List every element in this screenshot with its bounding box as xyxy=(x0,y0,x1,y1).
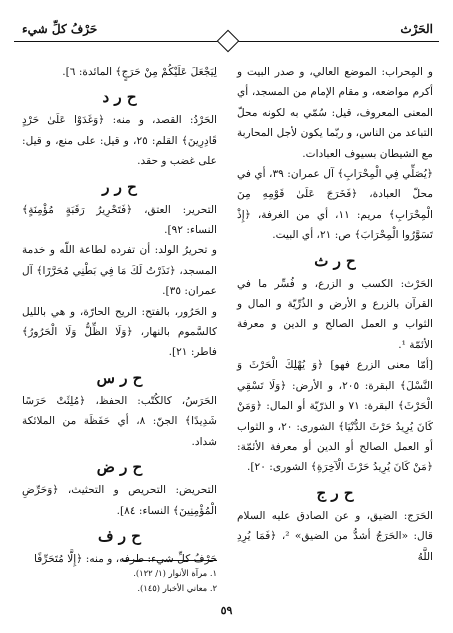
footnote-rule xyxy=(122,560,217,561)
page-number: ٥٩ xyxy=(220,604,233,617)
section-heading: ح ر ر xyxy=(102,177,137,196)
paragraph: التحرير: العتق، ﴿فَتَحْرِيرُ رَقَبَةٍ مُؤْمِنَةٍ﴾ النساء: ٩٢]. xyxy=(22,203,217,237)
paragraph: و الحَرُور، بالفتح: الريح الحارّة، و هي بالليل كالسَّموم بالنهار، ﴿وَلَا الظِّلُّ وَلَا الْحَرُورُ﴾ فاطر: ٢١]. xyxy=(22,305,217,359)
left-text-column xyxy=(22,62,217,569)
paragraph: الحَرَج: الضيق، و عن الصادق عليه السلام قال: «الحَرَجُ أشدُّ من الضيق» ²، ﴿فَمَا يُرِدِ اللَّهُ xyxy=(237,509,433,563)
paragraph: الحَرْدُ: القصد، و منه: ﴿وَغَدَوْا عَلَىٰ حَرْدٍ قَادِرِينَ﴾ القلم: ٢٥، و قيل: على منع، و قيل: على غضب و حقد. xyxy=(22,114,217,168)
footnotes xyxy=(22,566,217,596)
paragraph: حَرْفُ كلِّ شيء: طرفه، و منه: ﴿إِلَّا مُتَحَرِّفًا xyxy=(34,552,217,565)
footnote: ١. مرآة الأنوار (١/ ١٢٢). xyxy=(133,568,217,578)
section-heading: ح ر س xyxy=(96,368,143,387)
section-heading: ح ر د xyxy=(102,88,137,107)
section-heading: ح ر ف xyxy=(98,526,141,545)
right-text-column xyxy=(237,62,433,567)
section-heading: ح ر ض xyxy=(96,458,143,477)
paragraph: [أمّا معنى الزرع فهو] ﴿وَ يُهْلِكَ الْحَرْثَ وَ النَّسْلَ﴾ البقرة: ٢٠٥، و الأرض: ﴿وَلَا تَسْقِي الْحَرْثَ﴾ البقرة: ٧١ و الذرّيّة أو المال: ﴿وَمَنْ كَانَ يُرِيدُ حَرْثَ الدُّنْيَا﴾ الشورى: ٢٠، و الثواب أو العمل الصالح أو الدين أو معرفة الأئمّة: ﴿مَنْ كَانَ يُرِيدُ حَرْثَ الْآخِرَةِ﴾ الشورى: ٢٠]. xyxy=(237,359,433,474)
paragraph: و تحريرُ الولد: أن تفرده لطاعة اللّه و خدمة المسجد، ﴿نَذَرْتُ لَكَ مَا فِي بَطْنِي مُحَرَّرًا﴾ آل عمران: ٣٥]. xyxy=(22,244,217,298)
section-heading: ح ر ج xyxy=(316,483,354,502)
section-heading: ح ر ث xyxy=(314,251,356,270)
footnote: ٢. معاني الأخبار (١٤٥). xyxy=(137,583,217,593)
paragraph: الحَرْث: الكسب و الزرع، و فُسِّر ما في القرآن بالزرع و الأرض و الذُرِّيّة و المال و الثواب و العمل الصالح و الدين و معرفة الأئمّة ¹. xyxy=(237,277,433,351)
paragraph: التحريض: التحريص و التحثيث، ﴿وَحَرِّضِ الْمُؤْمِنِينَ﴾ النساء: ٨٤]. xyxy=(22,484,217,517)
running-header-left: حَرْفُ كلِّ شيء xyxy=(22,22,98,36)
diamond-ornament-icon xyxy=(217,30,240,53)
paragraph: و المِحراب: الموضع العالي، و صدر البيت و أكرم مواضعه، و مقام الإمام من المسجد، أي المعنى المعروف، قيل: سُمّي به لكونه محلّ التباعد من الناس، و ربّما يكون لأجل المحاربة مع الشيطان بسيوف العبادات. xyxy=(237,66,433,160)
running-header-right: الحَرْث xyxy=(400,22,433,36)
paragraph: الحَرَسُ، كالكُتّب: الحفظ، ﴿مُلِئَتْ حَرَسًا شَدِيدًا﴾ الجنّ: ٨، أي حَفَظَة من الملائكة شداد. xyxy=(22,394,217,448)
paragraph: لِيَجْعَلَ عَلَيْكُمْ مِنْ حَرَجٍ﴾ المائدة: ٦]. xyxy=(62,66,217,78)
paragraph: ﴿يُصَلِّي فِي الْمِحْرَابِ﴾ آل عمران: ٣٩، أي في محلّ العبادة، ﴿فَخَرَجَ عَلَىٰ قَوْمِهِ مِنَ الْمِحْرَابِ﴾ مريم: ١١، أي من الغرفة، ﴿إِذْ تَسَوَّرُوا الْمِحْرَابَ﴾ ص: ٢١، أي البيت. xyxy=(237,168,433,242)
